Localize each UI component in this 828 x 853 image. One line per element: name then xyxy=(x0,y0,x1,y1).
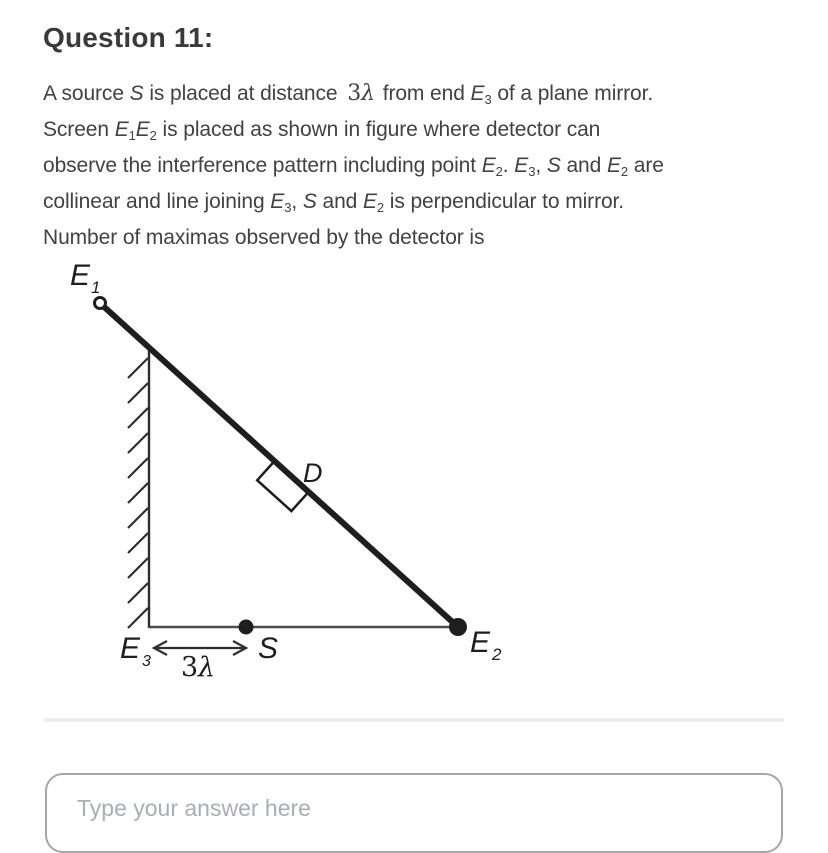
figure-svg xyxy=(43,250,513,690)
label-distance-num: 3 xyxy=(181,652,199,683)
question-text xyxy=(43,76,803,256)
label-e1: E xyxy=(70,259,91,292)
label-e2-sub: 2 xyxy=(492,645,502,664)
label-detector: D xyxy=(303,458,323,488)
label-e2: E xyxy=(470,626,491,659)
label-e1-sub: 1 xyxy=(91,278,101,297)
e2-dot xyxy=(449,618,467,636)
section-divider xyxy=(44,718,784,722)
figure xyxy=(43,250,513,690)
label-source: S xyxy=(258,632,279,665)
e1-open-circle xyxy=(95,298,106,309)
question-title: Question 11: xyxy=(43,22,214,53)
question-line: A source S is placed at distance 3λ from end E3 of a plane mirror. xyxy=(43,81,654,107)
mirror-hatching xyxy=(128,358,148,628)
source-dot xyxy=(239,620,254,635)
label-distance-lambda: λ xyxy=(198,652,216,683)
question-line: collinear and line joining E3, S and E2 is perpendicular to mirror. xyxy=(43,190,625,215)
question-line: Screen E1E2 is placed as shown in figure where detector can xyxy=(43,118,601,143)
question-line: observe the interference pattern including point E2. E3, S and E2 are xyxy=(43,154,664,179)
screen-line xyxy=(102,305,458,627)
answer-input[interactable] xyxy=(45,773,783,853)
label-e3-sub: 3 xyxy=(142,653,151,670)
label-e3: E xyxy=(120,632,141,665)
question-line: Number of maximas observed by the detector is xyxy=(43,226,485,249)
